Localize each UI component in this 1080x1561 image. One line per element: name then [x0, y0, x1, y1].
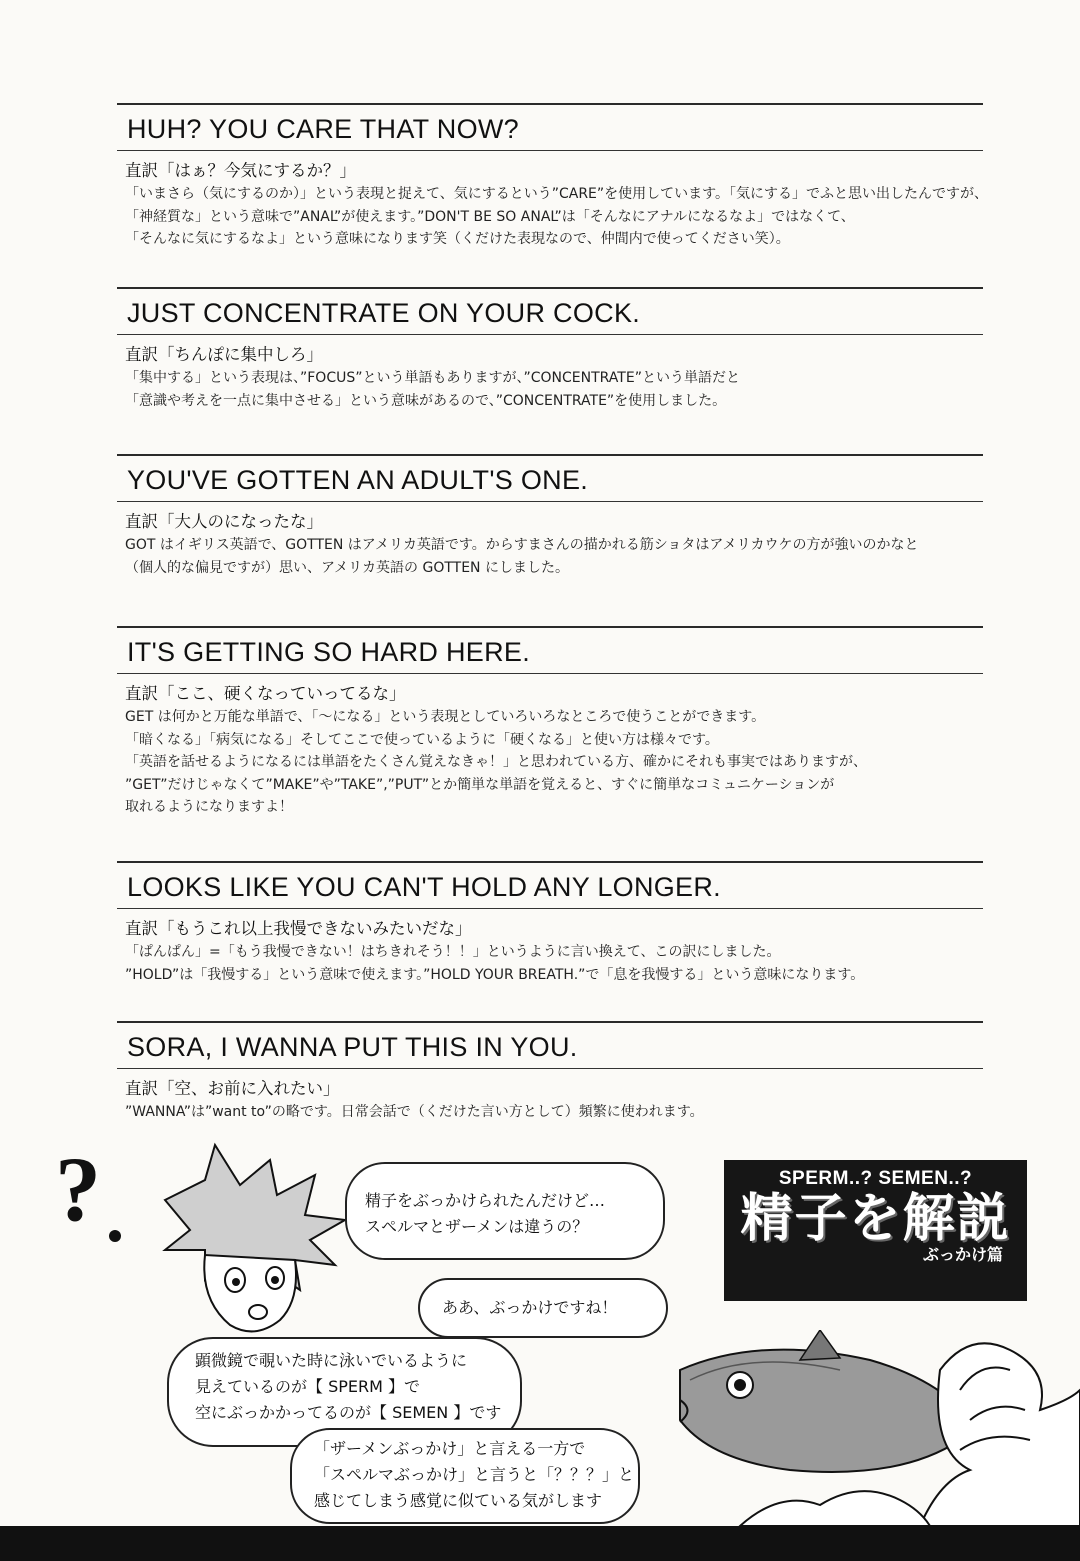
explanation-line: 「集中する」という表現は、”FOCUS”という単語もありますが、”CONCENTRATE”という単語だと: [125, 370, 740, 386]
section-heading: SORA, I WANNA PUT THIS IN YOU.: [127, 1032, 578, 1062]
title-subtitle: SPERM..? SEMEN..?: [778, 1168, 973, 1189]
bubble-line: 感じてしまう感覚に似ている気がします: [314, 1491, 603, 1510]
bubble-line: ああ、ぶっかけですね！: [442, 1298, 618, 1317]
explanation: [117, 941, 983, 986]
fish-illustration: [640, 1330, 1080, 1526]
section-1: [117, 103, 989, 251]
literal-translation: 直訳「ちんぽに集中しろ」: [125, 345, 323, 364]
explanation-line: 「いまさら（気にするのか）」という表現と捉えて、気にするという”CARE”を使用しています。「気にする」でふと思い出したんですが、: [125, 186, 989, 202]
wave-bottom: [740, 1491, 930, 1526]
section-heading: LOOKS LIKE YOU CAN'T HOLD ANY LONGER.: [127, 872, 721, 902]
section-2: [117, 287, 983, 412]
explanation: [117, 1101, 983, 1124]
explanation: [117, 534, 983, 579]
section-heading: IT'S GETTING SO HARD HERE.: [127, 637, 530, 667]
explanation-line: GET は何かと万能な単語で、「〜になる」という表現としていろいろなところで使うことができます。: [125, 709, 766, 725]
wave-right: [920, 1343, 1080, 1526]
bottom-bar: [0, 1526, 1080, 1561]
speech-bubble-question: [345, 1162, 665, 1260]
explanation-line: 取れるようになりますよ！: [125, 799, 293, 815]
section-4: [117, 626, 983, 819]
explanation: [117, 706, 983, 819]
bubble-line: 顕微鏡で覗いた時に泳いでいるように: [195, 1351, 468, 1370]
bubble-line: 空にぶっかかってるのが【 SEMEN 】です: [195, 1403, 502, 1422]
bubble-line: 見えているのが【 SPERM 】で: [195, 1377, 421, 1396]
explanation-line: 「英語を話せるようになるには単語をたくさん覚えなきゃ！」と思われている方、確かにそれも事実ではありますが、: [125, 754, 867, 770]
section-5: [117, 861, 983, 986]
bubble-line: 「スペルマぶっかけ」と言うと「？？？」と: [314, 1465, 635, 1484]
literal-translation: 直訳「ここ、硬くなっていってるな」: [125, 684, 406, 703]
literal-translation: 直訳「はぁ？今気にするか？」: [125, 161, 356, 180]
explanation-line: 「神経質な」という意味で”ANAL”が使えます。”DON'T BE SO ANAL”は「そんなにアナルになるなよ」ではなくて、: [125, 208, 855, 225]
character-face: [204, 1255, 296, 1331]
section-heading: HUH? YOU CARE THAT NOW?: [127, 114, 519, 144]
fish-fin: [800, 1330, 840, 1360]
speech-bubble-compare: [290, 1428, 640, 1524]
explanation-line: ”HOLD”は「我慢する」という意味で使えます。”HOLD YOUR BREATH.”で「息を我慢する」という意味になります。: [125, 966, 865, 983]
section-heading: JUST CONCENTRATE ON YOUR COCK.: [127, 298, 641, 328]
explanation-line: 「意識や考えを一点に集中させる」という意味があるので、”CONCENTRATE”を使用しました。: [125, 392, 727, 409]
bubble-line: 精子をぶっかけられたんだけど…: [365, 1191, 606, 1210]
title-box: [724, 1160, 1027, 1301]
section-3: [117, 454, 983, 579]
section-heading: YOU'VE GOTTEN AN ADULT'S ONE.: [127, 465, 589, 495]
question-mark: ?: [55, 1140, 101, 1240]
character-illustration: [55, 1140, 385, 1350]
bubble-line: スペルマとザーメンは違うの？: [365, 1217, 589, 1236]
explanation-line: 「そんなに気にするなよ」という意味になります笑（くだけた表現なので、仲間内で使ってください笑）。: [125, 231, 790, 247]
literal-translation: 直訳「大人のになったな」: [125, 512, 323, 531]
explanation-line: GOT はイギリス英語で、GOTTEN はアメリカ英語です。からすまさんの描かれる筋ショタはアメリカウケの方が強いのかなと: [125, 537, 919, 553]
explanation-line: （個人的な偏見ですが）思い、アメリカ英語の GOTTEN にしました。: [125, 559, 569, 576]
explanation-line: ”WANNA”は”want to”の略です。日常会話で（くだけた言い方として）頻繁に使われます。: [125, 1104, 704, 1120]
speech-bubble-reply: [418, 1278, 668, 1338]
explanation: [117, 183, 989, 251]
section-6: [117, 1021, 983, 1124]
bubble-line: 「ザーメンぶっかけ」と言える一方で: [314, 1439, 586, 1458]
explanation: [117, 367, 983, 412]
title-main: 精子を解説: [740, 1189, 1011, 1249]
explanation-line: 「暗くなる」「病気になる」そしてここで使っているように「硬くなる」と使い方は様々です。: [125, 731, 719, 748]
explanation-line: 「ぱんぱん」=「もう我慢できない！はちきれそう！！」というように言い換えて、この訳にしました。: [125, 944, 781, 960]
explanation-line: ”GET”だけじゃなくて”MAKE”や”TAKE”,”PUT”とか簡単な単語を覚えると、すぐに簡単なコミュニケーションが: [125, 776, 835, 793]
literal-translation: 直訳「もうこれ以上我慢できないみたいだな」: [125, 919, 472, 938]
title-tag: ぶっかけ篇: [922, 1245, 1003, 1264]
literal-translation: 直訳「空、お前に入れたい」: [125, 1079, 340, 1098]
